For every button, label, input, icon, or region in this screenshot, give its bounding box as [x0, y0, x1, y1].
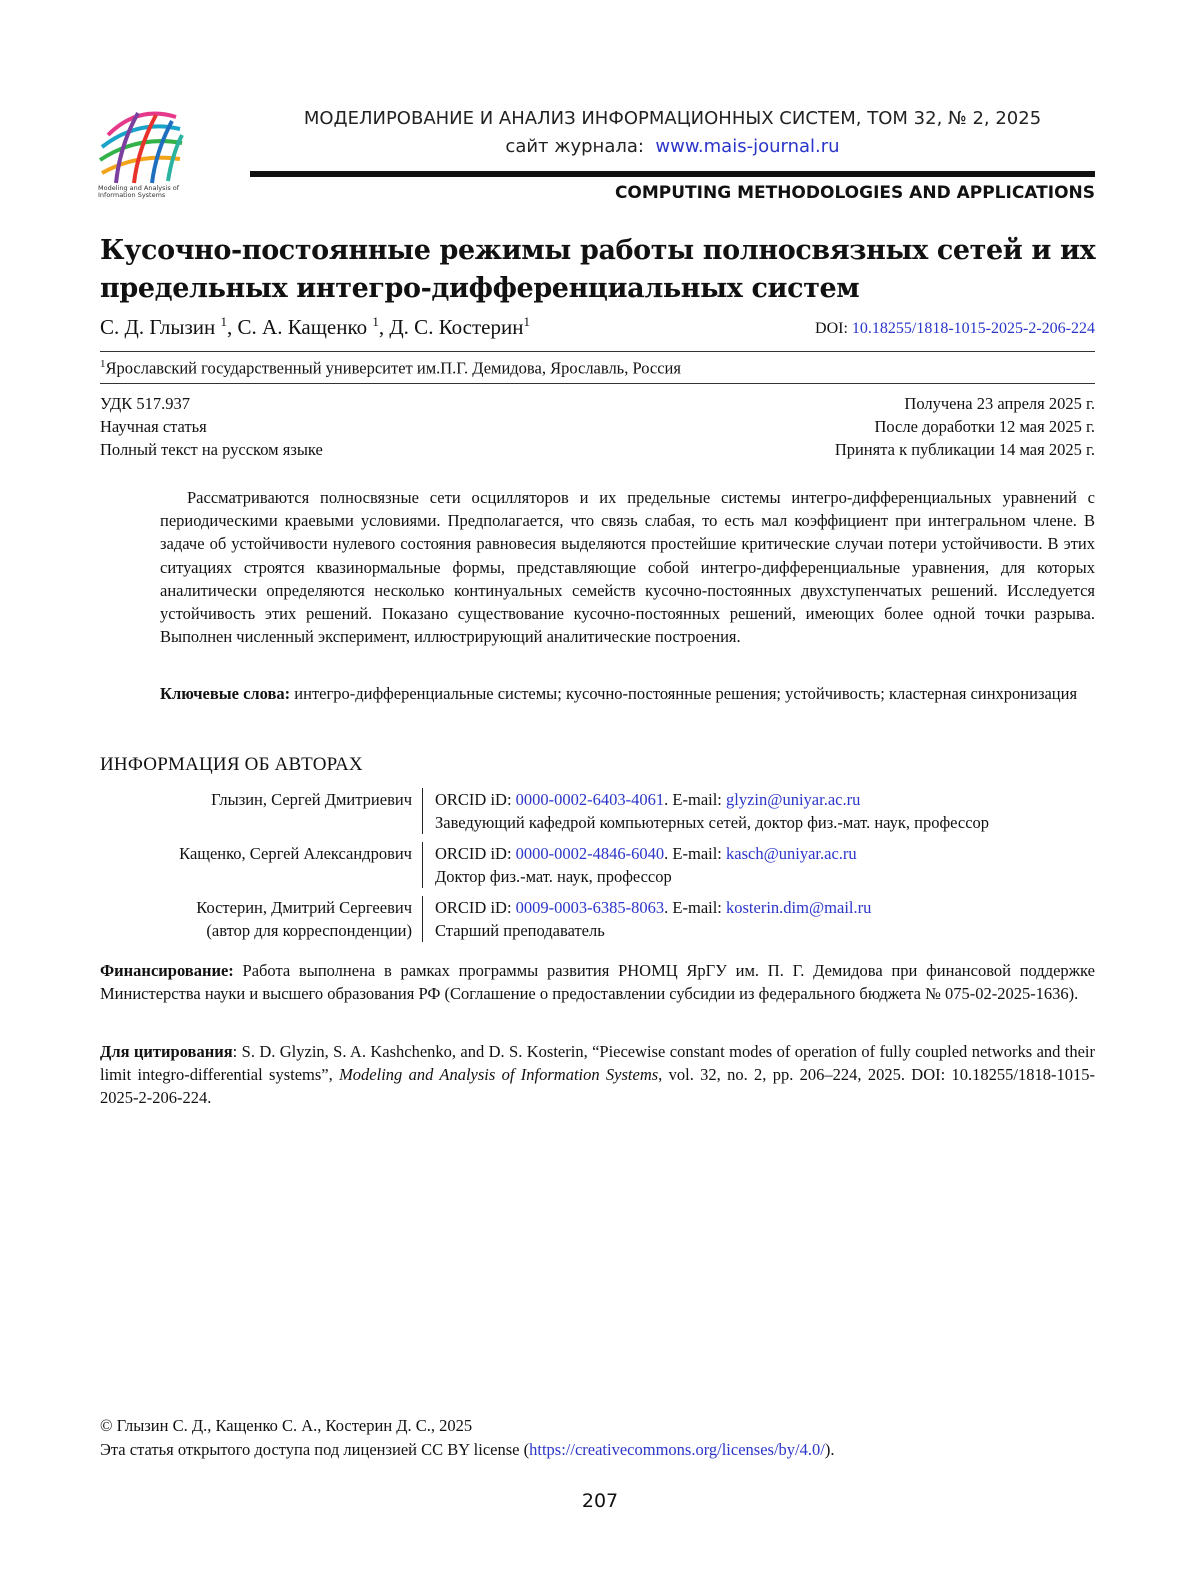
email-link[interactable]: kasch@uniyar.ac.ru	[726, 844, 857, 863]
author-info-detail: ORCID iD: 0000-0002-4846-6040. E-mail: kasch@uniyar.ac.ru Доктор физ.-мат. наук, профессор	[435, 842, 1100, 888]
affiliation-sup: 1	[100, 358, 106, 370]
date-received: Получена 23 апреля 2025 г.	[904, 394, 1095, 413]
divider	[100, 351, 1095, 352]
keywords	[160, 682, 1095, 705]
funding-text: Работа выполнена в рамках программы развития РНОМЦ ЯрГУ им. П. Г. Демидова при финансовой поддержке Министерства науки и высшего образования РФ (Соглашение о предоставлении субсидии из федерального бюджета № 075-02-2025-1636).	[100, 961, 1095, 1004]
orcid-link[interactable]: 0009-0003-6385-8063	[515, 898, 665, 917]
funding-label: Финансирование:	[100, 961, 234, 980]
journal-site	[250, 136, 1095, 157]
author-info-row	[100, 896, 1100, 944]
email-link[interactable]: kosterin.dim@mail.ru	[726, 898, 872, 917]
abstract: Рассматриваются полносвязные сети осцилляторов и их предельные системы интегро-дифференциальных уравнений с периодическими краевыми условиями. Предполагается, что связь слабая, то есть мал коэффициент при интегральном члене. В задаче об устойчивости нулевого состояния равновесия выделяются простейшие критические случаи потери устойчивости. В этих ситуациях строятся квазинормальные формы, представляющие собой интегро-дифференциальные уравнения, для которых аналитически определяются несколько континуальных семейств кусочно-постоянных двухступенчатых решений. Исследуется устойчивость этих решений. Показано существование кусочно-постоянных решений, имеющих более одной точки разрыва. Выполнен численный эксперимент, иллюстрирующий аналитические построения.	[160, 488, 1095, 647]
author-info-detail: ORCID iD: 0000-0002-6403-4061. E-mail: glyzin@uniyar.ac.ru Заведующий кафедрой компьютерных сетей, доктор физ.-мат. наук, профессор	[435, 788, 1100, 834]
author-info-name: Кащенко, Сергей Александрович	[179, 844, 412, 863]
author-info-row	[100, 788, 1100, 836]
author-info-row	[100, 842, 1100, 890]
page-number: 207	[581, 1490, 619, 1512]
author-info-name: Костерин, Дмитрий Сергеевич (автор для корреспонденции)	[100, 896, 412, 942]
orcid-link[interactable]: 0000-0002-4846-6040	[515, 844, 665, 863]
affiliation	[100, 358, 681, 379]
date-accepted: Принята к публикации 14 мая 2025 г.	[834, 440, 1095, 459]
email-link[interactable]: glyzin@uniyar.ac.ru	[726, 790, 861, 809]
header-rule	[250, 171, 1095, 177]
logo-graphic-icon	[98, 105, 184, 185]
journal-title: МОДЕЛИРОВАНИЕ И АНАЛИЗ ИНФОРМАЦИОННЫХ СИСТЕМ, ТОМ 32, № 2, 2025	[303, 108, 1042, 129]
author-position: Старший преподаватель	[435, 921, 605, 940]
divider	[100, 383, 1095, 384]
authors-info-title: ИНФОРМАЦИЯ ОБ АВТОРАХ	[100, 754, 363, 775]
license: Эта статья открытого доступа под лицензией CC BY license (https://creativecommons.org/licenses/by/4.0/).	[100, 1440, 835, 1459]
author-name: Д. С. Костерин	[389, 315, 524, 339]
author-position: Доктор физ.-мат. наук, профессор	[435, 867, 672, 886]
corresponding-note: (автор для корреспонденции)	[206, 921, 412, 940]
section-title: COMPUTING METHODOLOGIES AND APPLICATIONS	[614, 183, 1095, 203]
site-link[interactable]: www.mais-journal.ru	[655, 136, 840, 157]
keywords-text: интегро-дифференциальные системы; кусочно-постоянные решения; устойчивость; кластерная синхронизация	[290, 684, 1078, 703]
date-revised: После доработки 12 мая 2025 г.	[874, 417, 1095, 436]
article-type: Научная статья	[100, 417, 207, 436]
divider	[422, 842, 423, 888]
author-affil-sup: 1	[220, 314, 228, 329]
doi-label: DOI:	[815, 320, 848, 337]
orcid-link[interactable]: 0000-0002-6403-4061	[515, 790, 665, 809]
logo-text: Modeling and Analysis of Information Systems	[98, 184, 180, 199]
citation: Для цитирования: S. D. Glyzin, S. A. Kashchenko, and D. S. Kosterin, “Piecewise constant modes of operation of fully coupled networks and their limit integro-differential systems”, Modeling and Analysis of Information Systems, vol. 32, no. 2, pp. 206–224, 2025. DOI: 10.18255/1818-1015-2025-2-206-224.	[100, 1042, 1096, 1108]
author-affil-sup: 1	[523, 314, 530, 329]
title-line-2: предельных интегро-дифференциальных систем	[100, 273, 860, 304]
citation-journal: Modeling and Analysis of Information Systems	[339, 1065, 659, 1085]
author-name: С. А. Кащенко	[237, 315, 368, 339]
doi-link[interactable]: 10.18255/1818-1015-2025-2-206-224	[851, 320, 1095, 337]
divider	[422, 788, 423, 834]
author-affil-sup: 1	[372, 314, 379, 329]
license-link[interactable]: https://creativecommons.org/licenses/by/4.0/	[529, 1440, 825, 1459]
keywords-label: Ключевые слова:	[160, 684, 291, 703]
doi	[815, 320, 1095, 338]
title-line-1: Кусочно-постоянные режимы работы полносвязных сетей и их	[100, 235, 1096, 266]
author-info-detail: ORCID iD: 0009-0003-6385-8063. E-mail: kosterin.dim@mail.ru Старший преподаватель	[435, 896, 1100, 942]
article-language: Полный текст на русском языке	[100, 440, 323, 459]
site-label: сайт журнала:	[505, 136, 644, 157]
copyright: © Глызин С. Д., Кащенко С. А., Костерин Д. С., 2025	[100, 1416, 473, 1435]
journal-logo	[98, 105, 184, 201]
funding	[100, 959, 1095, 1005]
citation-label: Для цитирования	[100, 1042, 233, 1061]
author-info-name: Глызин, Сергей Дмитриевич	[211, 790, 412, 809]
article-title	[100, 232, 1100, 308]
author-name: С. Д. Глызин	[100, 315, 216, 339]
divider	[422, 896, 423, 942]
affiliation-text: Ярославский государственный университет им.П.Г. Демидова, Ярославль, Россия	[105, 358, 681, 378]
author-list: С. Д. Глызин $^1$, С. А. Кащенко $^1$, Д. С. Костерин$^1$	[100, 314, 530, 339]
author-position: Заведующий кафедрой компьютерных сетей, доктор физ.-мат. наук, профессор	[435, 813, 990, 832]
udk: УДК 517.937	[100, 394, 191, 413]
